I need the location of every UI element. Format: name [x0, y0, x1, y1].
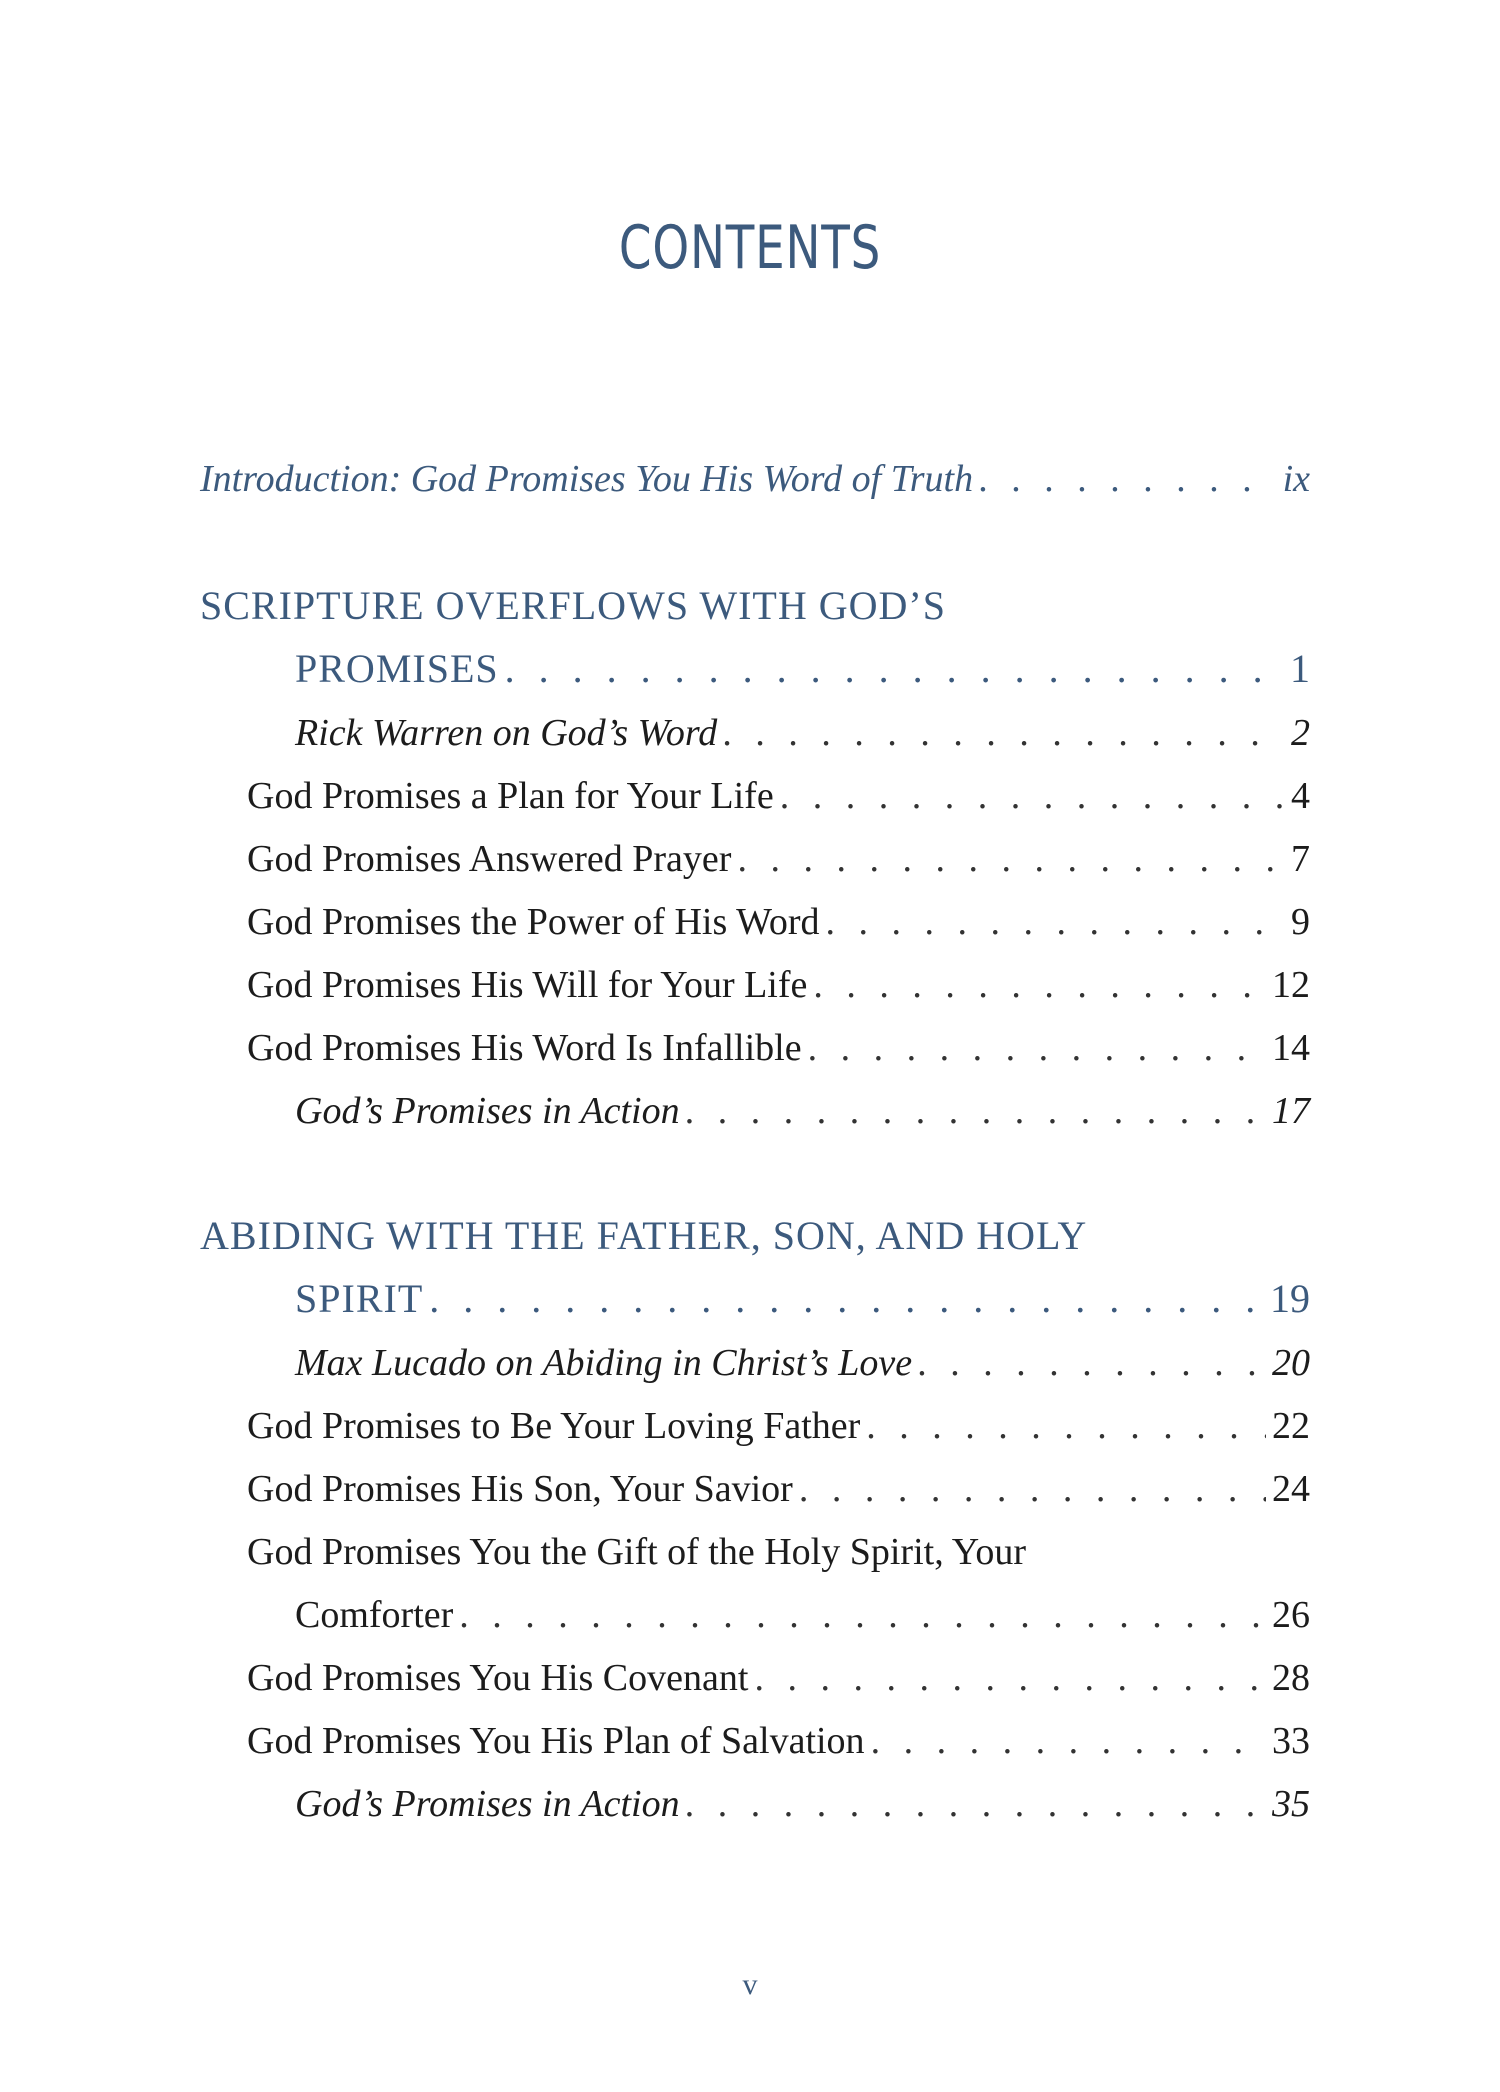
toc-entry[interactable]	[295, 1344, 1310, 1382]
toc-page-number: 12	[1272, 964, 1310, 1006]
dot-leader	[799, 1470, 1266, 1508]
dot-leader	[808, 1029, 1266, 1067]
dot-leader	[780, 777, 1285, 815]
toc-page-number: 1	[1290, 646, 1310, 691]
dot-leader	[737, 840, 1285, 878]
toc-entry[interactable]	[247, 966, 1310, 1004]
dot-leader	[979, 460, 1276, 498]
toc-entry-label: God Promises You the Gift of the Holy Spirit, Your	[247, 1531, 1027, 1573]
toc-entry[interactable]	[247, 840, 1310, 878]
toc-entry-label: God Promises His Word Is Infallible	[247, 1027, 802, 1069]
toc-entry[interactable]	[295, 714, 1310, 752]
toc-page-number: 9	[1291, 901, 1310, 943]
toc-entry-label: Comforter	[295, 1594, 454, 1636]
toc-entry-wrapped-second-line[interactable]	[295, 1596, 1310, 1634]
dot-leader	[686, 1785, 1266, 1823]
toc-entry-introduction[interactable]	[200, 460, 1310, 498]
toc-page-number: 17	[1272, 1090, 1310, 1132]
toc-page-number: 24	[1272, 1468, 1310, 1510]
toc-entry[interactable]	[247, 903, 1310, 941]
toc-entry-label: God Promises Answered Prayer	[247, 838, 732, 880]
section-heading: ABIDING WITH THE FATHER, SON, AND HOLY	[200, 1213, 1088, 1258]
toc-page-number: 35	[1272, 1783, 1310, 1825]
dot-leader	[813, 966, 1266, 1004]
toc-entry-label: God Promises You His Covenant	[247, 1657, 749, 1699]
dot-leader	[826, 903, 1285, 941]
toc-entry[interactable]	[247, 1470, 1310, 1508]
toc-entry-label: God Promises the Power of His Word	[247, 901, 820, 943]
toc-entry-label: Introduction: God Promises You His Word of Truth	[200, 458, 974, 500]
toc-entry[interactable]	[295, 1785, 1310, 1823]
toc-entry-section-2[interactable]	[295, 1276, 1310, 1321]
toc-page-number: 22	[1272, 1405, 1310, 1447]
toc-page-number: 33	[1272, 1720, 1310, 1762]
dot-leader	[918, 1344, 1266, 1382]
dot-leader	[686, 1092, 1266, 1130]
page-number-folio: v	[742, 1968, 758, 2001]
toc-entry-label: God Promises to Be Your Loving Father	[247, 1405, 861, 1447]
toc-entry-label: God Promises His Son, Your Savior	[247, 1468, 793, 1510]
toc-entry-label: Rick Warren on God’s Word	[295, 712, 718, 754]
toc-entry[interactable]	[247, 1029, 1310, 1067]
toc-entry-label: God Promises You His Plan of Salvation	[247, 1720, 865, 1762]
toc-page-number: 7	[1291, 838, 1310, 880]
dot-leader	[723, 714, 1285, 752]
toc-entry-wrapped-first-line[interactable]	[247, 1533, 1310, 1571]
toc-page-number: 4	[1291, 775, 1310, 817]
toc-entry-label: PROMISES	[295, 646, 499, 691]
toc-page-number: 26	[1272, 1594, 1310, 1636]
page-title: CONTENTS	[618, 213, 882, 283]
dot-leader	[505, 649, 1284, 689]
dot-leader	[866, 1407, 1266, 1445]
toc-entry-label: God Promises His Will for Your Life	[247, 964, 808, 1006]
toc-page-number: 28	[1272, 1657, 1310, 1699]
toc-entry[interactable]	[247, 1407, 1310, 1445]
toc-entry[interactable]	[247, 777, 1310, 815]
toc-entry[interactable]	[247, 1722, 1310, 1760]
toc-entry-label: SPIRIT	[295, 1276, 424, 1321]
toc-entry-label: God’s Promises in Action	[295, 1090, 680, 1132]
toc-entry-label: God’s Promises in Action	[295, 1783, 680, 1825]
toc-page-number: ix	[1282, 458, 1310, 500]
section-heading: SCRIPTURE OVERFLOWS WITH GOD’S	[200, 583, 946, 628]
toc-entry-section-1[interactable]	[295, 646, 1310, 691]
toc-entry-label: God Promises a Plan for Your Life	[247, 775, 774, 817]
toc-page-number: 14	[1272, 1027, 1310, 1069]
toc-entry[interactable]	[295, 1092, 1310, 1130]
dot-leader	[871, 1722, 1266, 1760]
toc-page-number: 20	[1272, 1342, 1310, 1384]
toc-entry[interactable]	[247, 1659, 1310, 1697]
dot-leader	[459, 1596, 1266, 1634]
dot-leader	[429, 1279, 1264, 1319]
toc-page-number: 19	[1270, 1276, 1310, 1321]
dot-leader	[754, 1659, 1266, 1697]
toc-page-number: 2	[1291, 712, 1310, 754]
toc-entry-label: Max Lucado on Abiding in Christ’s Love	[295, 1342, 913, 1384]
